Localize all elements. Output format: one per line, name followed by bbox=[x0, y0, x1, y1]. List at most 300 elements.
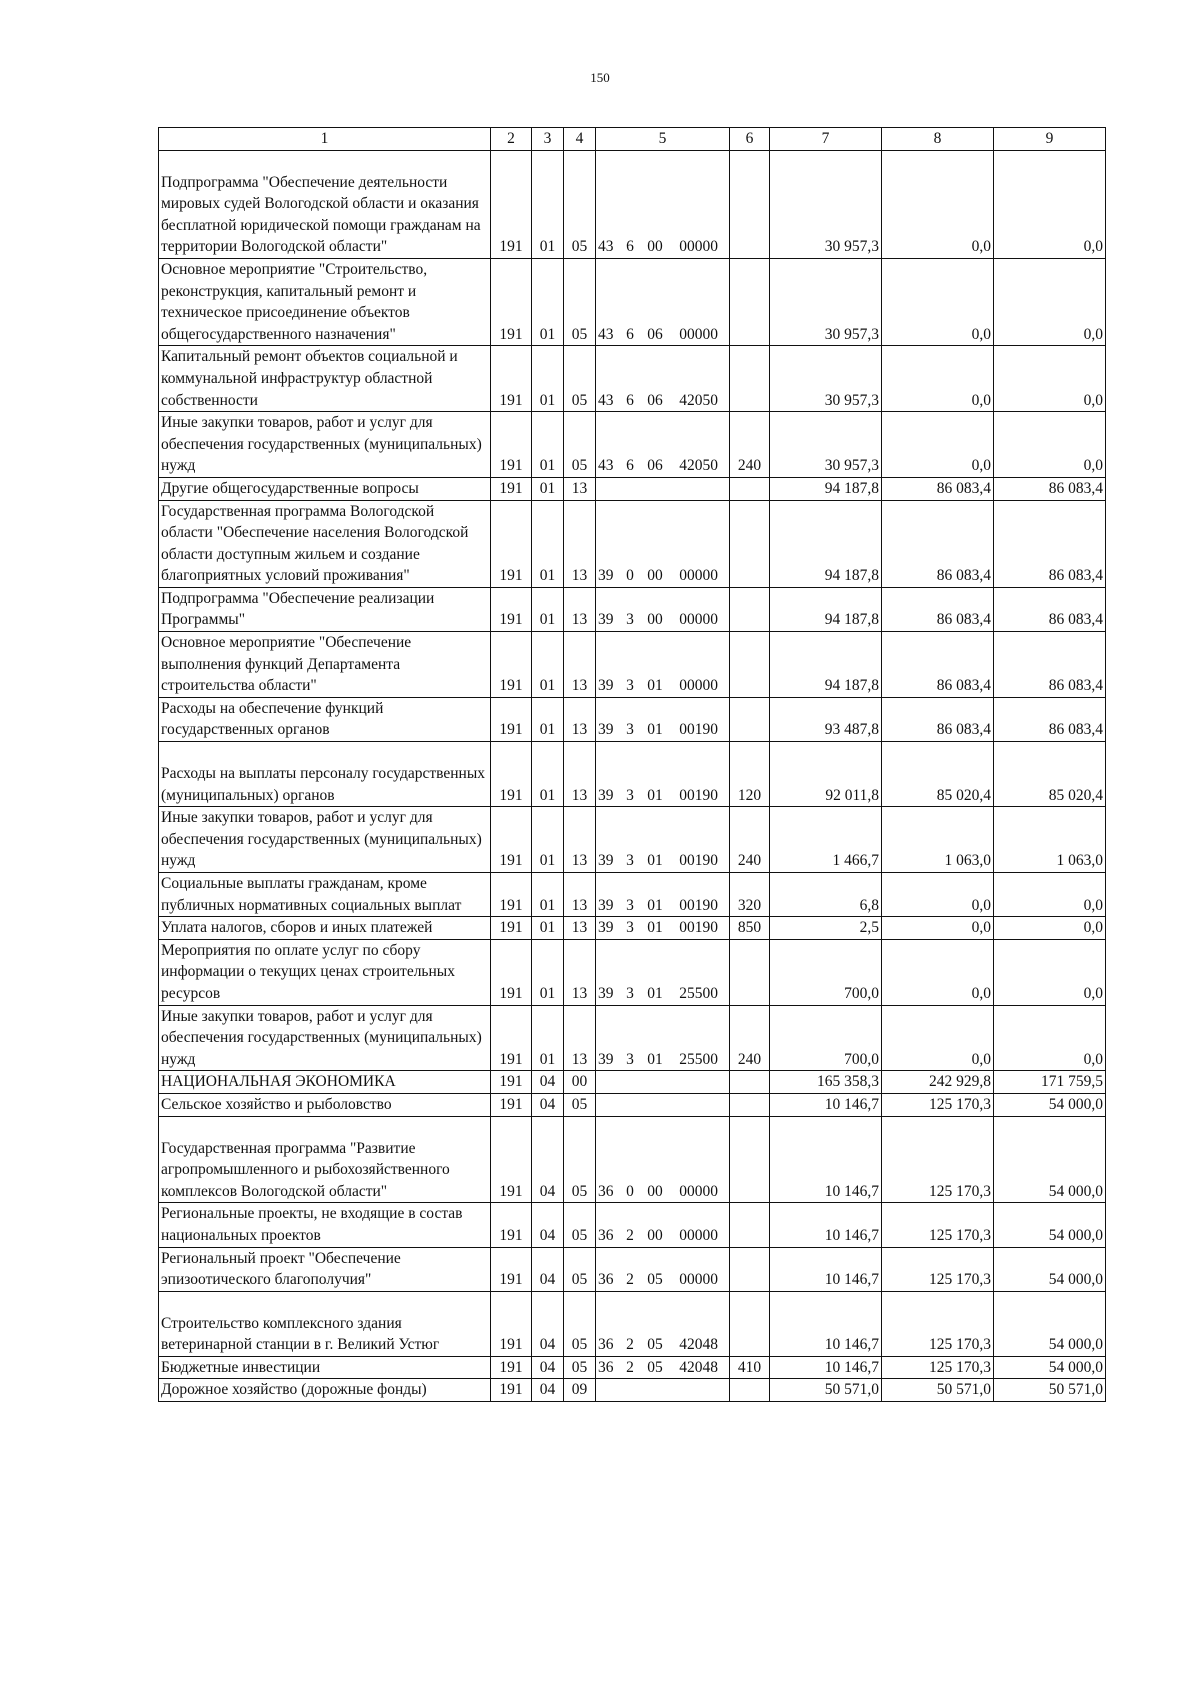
section-code: 01 bbox=[532, 1005, 564, 1071]
row-name: Расходы на выплаты персоналу государственных (муниципальных) органов bbox=[159, 742, 491, 807]
row-name: Сельское хозяйство и рыболовство bbox=[159, 1093, 491, 1116]
expense-type-code bbox=[730, 1379, 770, 1402]
target-article-part: 00190 bbox=[679, 786, 718, 804]
header-cell: 7 bbox=[770, 128, 882, 151]
target-article-code bbox=[596, 1379, 730, 1402]
target-article-part: 3 bbox=[626, 677, 634, 695]
expense-type-code bbox=[730, 587, 770, 631]
row-name: Государственная программа Вологодской области "Обеспечение населения Вологодской области доступным жильем и создание благоприятных условий проживания" bbox=[159, 500, 491, 587]
target-article-part: 42050 bbox=[679, 457, 718, 475]
row-name: Дорожное хозяйство (дорожные фонды) bbox=[159, 1379, 491, 1402]
subsection-code: 05 bbox=[564, 346, 596, 412]
amount-col9: 54 000,0 bbox=[994, 1093, 1106, 1116]
section-code: 04 bbox=[532, 1356, 564, 1379]
budget-table bbox=[158, 127, 1106, 1402]
expense-type-code: 410 bbox=[730, 1356, 770, 1379]
amount-col8: 50 571,0 bbox=[882, 1379, 994, 1402]
amount-col9: 0,0 bbox=[994, 1005, 1106, 1071]
expense-type-code bbox=[730, 1116, 770, 1203]
target-article-part: 00 bbox=[647, 567, 663, 585]
table-row bbox=[159, 1356, 1106, 1379]
grbs-code: 191 bbox=[491, 807, 532, 873]
target-article-part: 00 bbox=[647, 1226, 663, 1244]
grbs-code: 191 bbox=[491, 1116, 532, 1203]
subsection-code: 05 bbox=[564, 1356, 596, 1379]
expense-type-code bbox=[730, 1093, 770, 1116]
target-article-part: 43 bbox=[598, 457, 614, 475]
amount-col7: 10 146,7 bbox=[770, 1116, 882, 1203]
target-article-part: 2 bbox=[626, 1358, 634, 1376]
target-article-part: 39 bbox=[598, 786, 614, 804]
target-article-part: 00000 bbox=[679, 325, 718, 343]
table-row bbox=[159, 150, 1106, 258]
table-row bbox=[159, 807, 1106, 873]
target-article-part: 25500 bbox=[679, 1050, 718, 1068]
amount-col9: 171 759,5 bbox=[994, 1071, 1106, 1094]
amount-col9: 86 083,4 bbox=[994, 697, 1106, 741]
target-article-part: 3 bbox=[626, 852, 634, 870]
amount-col8: 0,0 bbox=[882, 939, 994, 1005]
subsection-code: 09 bbox=[564, 1379, 596, 1402]
target-article-code bbox=[596, 742, 730, 807]
target-article-code bbox=[596, 258, 730, 345]
table-row bbox=[159, 873, 1106, 917]
subsection-code: 13 bbox=[564, 697, 596, 741]
amount-col8: 125 170,3 bbox=[882, 1247, 994, 1291]
target-article-part: 00000 bbox=[679, 567, 718, 585]
amount-col7: 10 146,7 bbox=[770, 1356, 882, 1379]
amount-col9: 54 000,0 bbox=[994, 1203, 1106, 1247]
target-article-part: 05 bbox=[647, 1358, 663, 1376]
section-code: 01 bbox=[532, 873, 564, 917]
table-row bbox=[159, 917, 1106, 940]
target-article-part: 00 bbox=[647, 238, 663, 256]
target-article-code bbox=[596, 917, 730, 940]
subsection-code: 13 bbox=[564, 632, 596, 698]
target-article-code bbox=[596, 1093, 730, 1116]
expense-type-code bbox=[730, 150, 770, 258]
amount-col9: 54 000,0 bbox=[994, 1356, 1106, 1379]
grbs-code: 191 bbox=[491, 1291, 532, 1356]
target-article-part: 00190 bbox=[679, 721, 718, 739]
table-row bbox=[159, 742, 1106, 807]
amount-col8: 86 083,4 bbox=[882, 500, 994, 587]
subsection-code: 13 bbox=[564, 500, 596, 587]
target-article-part: 00190 bbox=[679, 896, 718, 914]
amount-col8: 125 170,3 bbox=[882, 1093, 994, 1116]
expense-type-code: 240 bbox=[730, 1005, 770, 1071]
amount-col9: 86 083,4 bbox=[994, 632, 1106, 698]
header-cell: 6 bbox=[730, 128, 770, 151]
amount-col7: 94 187,8 bbox=[770, 477, 882, 500]
target-article-part: 36 bbox=[598, 1271, 614, 1289]
table-row bbox=[159, 1247, 1106, 1291]
subsection-code: 05 bbox=[564, 1203, 596, 1247]
section-code: 04 bbox=[532, 1071, 564, 1094]
amount-col8: 125 170,3 bbox=[882, 1356, 994, 1379]
amount-col8: 86 083,4 bbox=[882, 477, 994, 500]
target-article-part: 36 bbox=[598, 1358, 614, 1376]
amount-col9: 54 000,0 bbox=[994, 1291, 1106, 1356]
subsection-code: 05 bbox=[564, 412, 596, 478]
grbs-code: 191 bbox=[491, 632, 532, 698]
header-cell: 1 bbox=[159, 128, 491, 151]
expense-type-code: 850 bbox=[730, 917, 770, 940]
amount-col9: 0,0 bbox=[994, 258, 1106, 345]
row-name: Другие общегосударственные вопросы bbox=[159, 477, 491, 500]
amount-col7: 700,0 bbox=[770, 939, 882, 1005]
section-code: 01 bbox=[532, 742, 564, 807]
grbs-code: 191 bbox=[491, 1093, 532, 1116]
table-row bbox=[159, 346, 1106, 412]
amount-col8: 0,0 bbox=[882, 1005, 994, 1071]
table-row bbox=[159, 587, 1106, 631]
target-article-part: 43 bbox=[598, 238, 614, 256]
grbs-code: 191 bbox=[491, 150, 532, 258]
target-article-code bbox=[596, 587, 730, 631]
table-row bbox=[159, 1379, 1106, 1402]
target-article-part: 00000 bbox=[679, 238, 718, 256]
expense-type-code: 240 bbox=[730, 807, 770, 873]
section-code: 04 bbox=[532, 1116, 564, 1203]
expense-type-code: 120 bbox=[730, 742, 770, 807]
table-row bbox=[159, 258, 1106, 345]
amount-col9: 54 000,0 bbox=[994, 1247, 1106, 1291]
section-code: 01 bbox=[532, 632, 564, 698]
amount-col9: 1 063,0 bbox=[994, 807, 1106, 873]
table-row bbox=[159, 500, 1106, 587]
table-row bbox=[159, 1203, 1106, 1247]
expense-type-code bbox=[730, 939, 770, 1005]
target-article-code bbox=[596, 1203, 730, 1247]
subsection-code: 00 bbox=[564, 1071, 596, 1094]
target-article-part: 01 bbox=[647, 984, 663, 1002]
table-row bbox=[159, 939, 1106, 1005]
target-article-code bbox=[596, 346, 730, 412]
target-article-part: 06 bbox=[647, 325, 663, 343]
subsection-code: 05 bbox=[564, 1247, 596, 1291]
target-article-part: 3 bbox=[626, 919, 634, 937]
target-article-part: 39 bbox=[598, 852, 614, 870]
target-article-part: 01 bbox=[647, 721, 663, 739]
table-row bbox=[159, 1093, 1106, 1116]
target-article-part: 3 bbox=[626, 721, 634, 739]
table-row bbox=[159, 477, 1106, 500]
target-article-part: 39 bbox=[598, 984, 614, 1002]
amount-col7: 2,5 bbox=[770, 917, 882, 940]
subsection-code: 13 bbox=[564, 477, 596, 500]
grbs-code: 191 bbox=[491, 1379, 532, 1402]
amount-col7: 10 146,7 bbox=[770, 1203, 882, 1247]
header-cell: 4 bbox=[564, 128, 596, 151]
target-article-code bbox=[596, 1005, 730, 1071]
amount-col7: 30 957,3 bbox=[770, 346, 882, 412]
subsection-code: 13 bbox=[564, 807, 596, 873]
grbs-code: 191 bbox=[491, 939, 532, 1005]
target-article-part: 36 bbox=[598, 1182, 614, 1200]
target-article-part: 00 bbox=[647, 611, 663, 629]
amount-col7: 6,8 bbox=[770, 873, 882, 917]
subsection-code: 05 bbox=[564, 258, 596, 345]
grbs-code: 191 bbox=[491, 1247, 532, 1291]
header-cell: 5 bbox=[596, 128, 730, 151]
amount-col9: 85 020,4 bbox=[994, 742, 1106, 807]
target-article-part: 01 bbox=[647, 919, 663, 937]
target-article-part: 00000 bbox=[679, 1182, 718, 1200]
target-article-part: 39 bbox=[598, 919, 614, 937]
subsection-code: 05 bbox=[564, 1116, 596, 1203]
target-article-part: 43 bbox=[598, 391, 614, 409]
amount-col7: 1 466,7 bbox=[770, 807, 882, 873]
target-article-part: 01 bbox=[647, 852, 663, 870]
target-article-part: 39 bbox=[598, 567, 614, 585]
row-name: Социальные выплаты гражданам, кроме публичных нормативных социальных выплат bbox=[159, 873, 491, 917]
amount-col9: 0,0 bbox=[994, 939, 1106, 1005]
subsection-code: 05 bbox=[564, 1093, 596, 1116]
grbs-code: 191 bbox=[491, 917, 532, 940]
subsection-code: 13 bbox=[564, 917, 596, 940]
table-row bbox=[159, 1291, 1106, 1356]
amount-col7: 10 146,7 bbox=[770, 1291, 882, 1356]
subsection-code: 13 bbox=[564, 742, 596, 807]
target-article-part: 39 bbox=[598, 896, 614, 914]
target-article-part: 3 bbox=[626, 786, 634, 804]
target-article-part: 00190 bbox=[679, 852, 718, 870]
amount-col7: 50 571,0 bbox=[770, 1379, 882, 1402]
target-article-part: 3 bbox=[626, 984, 634, 1002]
section-code: 01 bbox=[532, 500, 564, 587]
target-article-part: 3 bbox=[626, 1050, 634, 1068]
row-name: Расходы на обеспечение функций государственных органов bbox=[159, 697, 491, 741]
header-row bbox=[159, 128, 1106, 151]
expense-type-code bbox=[730, 1247, 770, 1291]
target-article-code bbox=[596, 1247, 730, 1291]
amount-col8: 0,0 bbox=[882, 917, 994, 940]
section-code: 04 bbox=[532, 1379, 564, 1402]
target-article-part: 06 bbox=[647, 391, 663, 409]
grbs-code: 191 bbox=[491, 697, 532, 741]
grbs-code: 191 bbox=[491, 500, 532, 587]
amount-col8: 0,0 bbox=[882, 150, 994, 258]
target-article-part: 00000 bbox=[679, 677, 718, 695]
row-name: Подпрограмма "Обеспечение реализации Программы" bbox=[159, 587, 491, 631]
target-article-part: 39 bbox=[598, 677, 614, 695]
amount-col9: 50 571,0 bbox=[994, 1379, 1106, 1402]
table-row bbox=[159, 632, 1106, 698]
target-article-part: 39 bbox=[598, 1050, 614, 1068]
target-article-code bbox=[596, 1356, 730, 1379]
row-name: Бюджетные инвестиции bbox=[159, 1356, 491, 1379]
target-article-code bbox=[596, 697, 730, 741]
target-article-part: 05 bbox=[647, 1271, 663, 1289]
row-name: Региональные проекты, не входящие в состав национальных проектов bbox=[159, 1203, 491, 1247]
grbs-code: 191 bbox=[491, 1071, 532, 1094]
amount-col8: 125 170,3 bbox=[882, 1116, 994, 1203]
target-article-code bbox=[596, 1116, 730, 1203]
row-name: Уплата налогов, сборов и иных платежей bbox=[159, 917, 491, 940]
amount-col8: 86 083,4 bbox=[882, 697, 994, 741]
section-code: 01 bbox=[532, 697, 564, 741]
section-code: 04 bbox=[532, 1247, 564, 1291]
target-article-part: 3 bbox=[626, 611, 634, 629]
amount-col7: 94 187,8 bbox=[770, 500, 882, 587]
target-article-part: 0 bbox=[626, 567, 634, 585]
grbs-code: 191 bbox=[491, 587, 532, 631]
section-code: 01 bbox=[532, 587, 564, 631]
amount-col7: 700,0 bbox=[770, 1005, 882, 1071]
grbs-code: 191 bbox=[491, 1203, 532, 1247]
amount-col7: 93 487,8 bbox=[770, 697, 882, 741]
section-code: 01 bbox=[532, 412, 564, 478]
amount-col9: 86 083,4 bbox=[994, 587, 1106, 631]
row-name: Строительство комплексного здания ветеринарной станции в г. Великий Устюг bbox=[159, 1291, 491, 1356]
target-article-part: 2 bbox=[626, 1336, 634, 1354]
target-article-part: 01 bbox=[647, 786, 663, 804]
amount-col8: 0,0 bbox=[882, 346, 994, 412]
target-article-part: 36 bbox=[598, 1226, 614, 1244]
subsection-code: 13 bbox=[564, 939, 596, 1005]
table-row bbox=[159, 1005, 1106, 1071]
amount-col9: 86 083,4 bbox=[994, 500, 1106, 587]
row-name: Мероприятия по оплате услуг по сбору информации о текущих ценах строительных ресурсов bbox=[159, 939, 491, 1005]
amount-col7: 30 957,3 bbox=[770, 258, 882, 345]
header-cell: 9 bbox=[994, 128, 1106, 151]
row-name: Иные закупки товаров, работ и услуг для обеспечения государственных (муниципальных) нужд bbox=[159, 412, 491, 478]
grbs-code: 191 bbox=[491, 873, 532, 917]
expense-type-code bbox=[730, 258, 770, 345]
target-article-part: 42048 bbox=[679, 1358, 718, 1376]
amount-col9: 0,0 bbox=[994, 917, 1106, 940]
target-article-code bbox=[596, 1071, 730, 1094]
target-article-part: 42050 bbox=[679, 391, 718, 409]
amount-col8: 0,0 bbox=[882, 873, 994, 917]
row-name: Основное мероприятие "Обеспечение выполнения функций Департамента строительства области" bbox=[159, 632, 491, 698]
subsection-code: 13 bbox=[564, 873, 596, 917]
amount-col7: 10 146,7 bbox=[770, 1247, 882, 1291]
target-article-code bbox=[596, 873, 730, 917]
grbs-code: 191 bbox=[491, 742, 532, 807]
header-cell: 2 bbox=[491, 128, 532, 151]
target-article-part: 01 bbox=[647, 677, 663, 695]
expense-type-code bbox=[730, 1071, 770, 1094]
amount-col8: 86 083,4 bbox=[882, 587, 994, 631]
amount-col7: 10 146,7 bbox=[770, 1093, 882, 1116]
row-name: НАЦИОНАЛЬНАЯ ЭКОНОМИКА bbox=[159, 1071, 491, 1094]
amount-col8: 85 020,4 bbox=[882, 742, 994, 807]
target-article-part: 05 bbox=[647, 1336, 663, 1354]
table-row bbox=[159, 1071, 1106, 1094]
amount-col8: 125 170,3 bbox=[882, 1291, 994, 1356]
amount-col7: 94 187,8 bbox=[770, 587, 882, 631]
subsection-code: 05 bbox=[564, 150, 596, 258]
subsection-code: 13 bbox=[564, 587, 596, 631]
row-name: Подпрограмма "Обеспечение деятельности мировых судей Вологодской области и оказания бесплатной юридической помощи гражданам на территории Вологодской области" bbox=[159, 150, 491, 258]
target-article-part: 00 bbox=[647, 1182, 663, 1200]
target-article-part: 6 bbox=[626, 238, 634, 256]
section-code: 01 bbox=[532, 258, 564, 345]
target-article-part: 39 bbox=[598, 611, 614, 629]
amount-col8: 86 083,4 bbox=[882, 632, 994, 698]
section-code: 01 bbox=[532, 477, 564, 500]
target-article-code bbox=[596, 500, 730, 587]
target-article-part: 00000 bbox=[679, 611, 718, 629]
amount-col8: 125 170,3 bbox=[882, 1203, 994, 1247]
target-article-part: 6 bbox=[626, 457, 634, 475]
amount-col9: 54 000,0 bbox=[994, 1116, 1106, 1203]
amount-col9: 0,0 bbox=[994, 412, 1106, 478]
target-article-part: 42048 bbox=[679, 1336, 718, 1354]
section-code: 04 bbox=[532, 1291, 564, 1356]
expense-type-code bbox=[730, 500, 770, 587]
section-code: 01 bbox=[532, 807, 564, 873]
row-name: Капитальный ремонт объектов социальной и коммунальной инфраструктур областной собственности bbox=[159, 346, 491, 412]
amount-col8: 0,0 bbox=[882, 258, 994, 345]
grbs-code: 191 bbox=[491, 346, 532, 412]
target-article-part: 39 bbox=[598, 721, 614, 739]
section-code: 04 bbox=[532, 1203, 564, 1247]
target-article-code bbox=[596, 1291, 730, 1356]
target-article-part: 36 bbox=[598, 1336, 614, 1354]
grbs-code: 191 bbox=[491, 1356, 532, 1379]
subsection-code: 05 bbox=[564, 1291, 596, 1356]
amount-col8: 1 063,0 bbox=[882, 807, 994, 873]
target-article-part: 00190 bbox=[679, 919, 718, 937]
section-code: 04 bbox=[532, 1093, 564, 1116]
target-article-code bbox=[596, 807, 730, 873]
table-row bbox=[159, 412, 1106, 478]
section-code: 01 bbox=[532, 150, 564, 258]
amount-col9: 0,0 bbox=[994, 150, 1106, 258]
target-article-part: 00000 bbox=[679, 1226, 718, 1244]
expense-type-code: 240 bbox=[730, 412, 770, 478]
amount-col9: 86 083,4 bbox=[994, 477, 1106, 500]
target-article-part: 2 bbox=[626, 1271, 634, 1289]
section-code: 01 bbox=[532, 917, 564, 940]
target-article-part: 01 bbox=[647, 896, 663, 914]
amount-col8: 0,0 bbox=[882, 412, 994, 478]
expense-type-code bbox=[730, 346, 770, 412]
grbs-code: 191 bbox=[491, 258, 532, 345]
row-name: Государственная программа "Развитие агропромышленного и рыбохозяйственного комплексов Вологодской области" bbox=[159, 1116, 491, 1203]
target-article-part: 25500 bbox=[679, 984, 718, 1002]
grbs-code: 191 bbox=[491, 1005, 532, 1071]
amount-col9: 0,0 bbox=[994, 346, 1106, 412]
amount-col9: 0,0 bbox=[994, 873, 1106, 917]
row-name: Основное мероприятие "Строительство, реконструкция, капитальный ремонт и техническое присоединение объектов общегосударственного назначения" bbox=[159, 258, 491, 345]
row-name: Региональный проект "Обеспечение эпизоотического благополучия" bbox=[159, 1247, 491, 1291]
header-cell: 3 bbox=[532, 128, 564, 151]
target-article-part: 0 bbox=[626, 1182, 634, 1200]
target-article-part: 01 bbox=[647, 1050, 663, 1068]
target-article-code bbox=[596, 150, 730, 258]
subsection-code: 13 bbox=[564, 1005, 596, 1071]
grbs-code: 191 bbox=[491, 412, 532, 478]
target-article-code bbox=[596, 412, 730, 478]
table-row bbox=[159, 1116, 1106, 1203]
amount-col7: 30 957,3 bbox=[770, 412, 882, 478]
section-code: 01 bbox=[532, 939, 564, 1005]
target-article-part: 43 bbox=[598, 325, 614, 343]
amount-col7: 30 957,3 bbox=[770, 150, 882, 258]
target-article-part: 3 bbox=[626, 896, 634, 914]
amount-col7: 165 358,3 bbox=[770, 1071, 882, 1094]
row-name: Иные закупки товаров, работ и услуг для обеспечения государственных (муниципальных) нужд bbox=[159, 807, 491, 873]
target-article-code bbox=[596, 939, 730, 1005]
expense-type-code: 320 bbox=[730, 873, 770, 917]
target-article-code bbox=[596, 477, 730, 500]
amount-col8: 242 929,8 bbox=[882, 1071, 994, 1094]
amount-col7: 92 011,8 bbox=[770, 742, 882, 807]
